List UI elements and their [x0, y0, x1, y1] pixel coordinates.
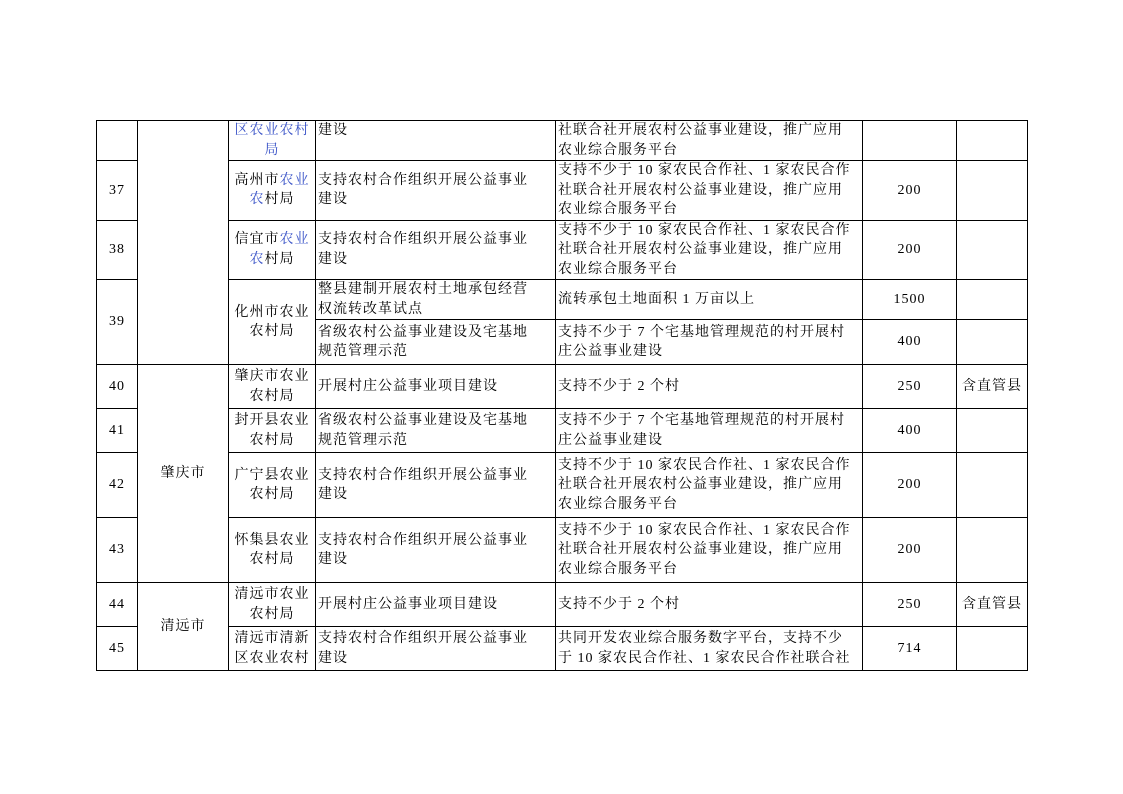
- row-number-cell: [97, 280, 138, 365]
- note-cell: [957, 280, 1028, 320]
- row-number-cell: [97, 365, 138, 409]
- table-row: [97, 583, 1028, 627]
- amount-value: 250: [897, 378, 922, 394]
- project-name: 整县建制开展农村土地承包经营 权流转改革试点: [318, 282, 528, 317]
- project-content: 支持不少于 10 家农民合作社、1 家农民合作 社联合社开展农村公益事业建设，推广应用 农业综合服务平台: [558, 457, 851, 512]
- amount-cell: [863, 161, 957, 221]
- unit-name: 清远市农业 农村局: [234, 587, 310, 622]
- amount-value: 400: [897, 334, 922, 350]
- table-row: [97, 161, 1028, 221]
- project-content: 流转承包土地面积 1 万亩以上: [558, 291, 755, 307]
- row-number: 37: [109, 182, 125, 198]
- amount-cell: [863, 453, 957, 518]
- amount-cell: [863, 280, 957, 320]
- note-cell: [957, 409, 1028, 453]
- row-number-cell: [97, 518, 138, 583]
- amount-cell: [863, 583, 957, 627]
- unit-cell: [229, 280, 316, 365]
- city-cell: [138, 365, 229, 583]
- unit-cell: [229, 161, 316, 221]
- note-cell: [957, 220, 1028, 280]
- table-row: [97, 121, 1028, 161]
- row-number-cell: [97, 453, 138, 518]
- amount-value: 250: [897, 596, 922, 612]
- amount-value: 200: [897, 182, 922, 198]
- project-content: 支持不少于 10 家农民合作社、1 家农民合作 社联合社开展农村公益事业建设，推广应用 农业综合服务平台: [558, 222, 851, 277]
- content-cell: [556, 220, 863, 280]
- unit-name: 怀集县农业 农村局: [234, 532, 310, 567]
- table-row: [97, 409, 1028, 453]
- unit-name-part: 信宜市: [234, 232, 280, 248]
- project-content: 支持不少于 2 个村: [558, 596, 680, 612]
- unit-name: 清远市清新 区农业农村: [234, 631, 310, 666]
- row-number-cell: [97, 583, 138, 627]
- amount-cell: [863, 220, 957, 280]
- row-number-cell: [97, 220, 138, 280]
- content-cell: [556, 409, 863, 453]
- project-name: 支持农村合作组织开展公益事业 建设: [318, 232, 528, 267]
- content-cell: [556, 161, 863, 221]
- city-name: 清远市: [160, 618, 206, 634]
- unit-name: [231, 230, 313, 269]
- row-number: 43: [109, 542, 125, 558]
- unit-name: 肇庆市农业 农村局: [234, 369, 310, 404]
- project-cell: [316, 161, 556, 221]
- note-text: 含直管县: [962, 596, 1022, 612]
- amount-value: 200: [897, 542, 922, 558]
- project-cell: [316, 220, 556, 280]
- amount-cell: [863, 627, 957, 671]
- project-name: 支持农村合作组织开展公益事业 建设: [318, 467, 528, 502]
- unit-name: [231, 171, 313, 210]
- note-cell: [957, 365, 1028, 409]
- project-cell: [316, 583, 556, 627]
- city-name: 肇庆市: [160, 465, 206, 481]
- content-cell: [556, 453, 863, 518]
- project-name: 开展村庄公益事业项目建设: [318, 596, 498, 612]
- project-cell: [316, 409, 556, 453]
- project-name: 支持农村合作组织开展公益事业 建设: [318, 532, 528, 567]
- unit-name: 广宁县农业 农村局: [234, 467, 310, 502]
- table-body: [97, 121, 1028, 671]
- unit-cell: [229, 220, 316, 280]
- table-row: [97, 280, 1028, 320]
- row-number-cell: [97, 627, 138, 671]
- city-cell: [138, 583, 229, 671]
- amount-cell: [863, 409, 957, 453]
- project-cell: [316, 518, 556, 583]
- unit-name-highlight: 农业 农: [249, 232, 310, 267]
- row-number: 44: [109, 596, 125, 612]
- project-content: 支持不少于 7 个宅基地管理规范的村开展村 庄公益事业建设: [558, 324, 845, 359]
- unit-cell: [229, 453, 316, 518]
- row-number: 41: [109, 422, 125, 438]
- unit-cell: [229, 583, 316, 627]
- row-number-cell: [97, 161, 138, 221]
- note-cell: [957, 453, 1028, 518]
- content-cell: [556, 518, 863, 583]
- row-number: 42: [109, 477, 125, 493]
- project-cell: [316, 453, 556, 518]
- unit-name: 区农业农村 局: [234, 123, 310, 158]
- content-cell: [556, 280, 863, 320]
- amount-cell: [863, 121, 957, 161]
- table-row: [97, 518, 1028, 583]
- unit-cell: [229, 121, 316, 161]
- row-number: 38: [109, 242, 125, 257]
- note-text: 含直管县: [962, 378, 1022, 394]
- project-cell: [316, 280, 556, 320]
- unit-name: 封开县农业 农村局: [234, 413, 310, 448]
- unit-cell: [229, 409, 316, 453]
- content-cell: [556, 121, 863, 161]
- table-row: [97, 365, 1028, 409]
- project-name: 省级农村公益事业建设及宅基地 规范管理示范: [318, 413, 528, 448]
- row-number: 45: [109, 640, 125, 656]
- project-name: 省级农村公益事业建设及宅基地 规范管理示范: [318, 324, 528, 359]
- content-cell: [556, 320, 863, 365]
- amount-value: 400: [897, 422, 922, 438]
- amount-value: 714: [897, 640, 922, 656]
- table-row: [97, 627, 1028, 671]
- project-cell: [316, 320, 556, 365]
- project-name: 开展村庄公益事业项目建设: [318, 378, 498, 394]
- amount-value: 200: [897, 242, 922, 257]
- unit-name-part: 高州市: [234, 172, 280, 188]
- unit-cell: [229, 627, 316, 671]
- row-number: 40: [109, 378, 125, 394]
- note-cell: [957, 518, 1028, 583]
- content-cell: [556, 583, 863, 627]
- project-content: 支持不少于 2 个村: [558, 378, 680, 394]
- unit-name-part: 村局: [264, 192, 295, 208]
- note-cell: [957, 161, 1028, 221]
- amount-value: 200: [897, 477, 922, 493]
- project-table: [96, 120, 1028, 671]
- project-content: 支持不少于 7 个宅基地管理规范的村开展村 庄公益事业建设: [558, 413, 845, 448]
- unit-cell: [229, 518, 316, 583]
- amount-cell: [863, 518, 957, 583]
- unit-cell: [229, 365, 316, 409]
- row-number-cell: [97, 409, 138, 453]
- content-cell: [556, 365, 863, 409]
- project-cell: [316, 365, 556, 409]
- note-cell: [957, 583, 1028, 627]
- content-cell: [556, 627, 863, 671]
- project-content: 支持不少于 10 家农民合作社、1 家农民合作 社联合社开展农村公益事业建设，推广应用 农业综合服务平台: [558, 522, 851, 577]
- project-name: 支持农村合作组织开展公益事业 建设: [318, 172, 528, 208]
- table-row: [97, 453, 1028, 518]
- project-content: 支持不少于 10 家农民合作社、1 家农民合作 社联合社开展农村公益事业建设，推广应用 农业综合服务平台: [558, 163, 851, 217]
- project-content: 社联合社开展农村公益事业建设，推广应用 农业综合服务平台: [558, 123, 843, 158]
- row-number-cell: [97, 121, 138, 161]
- project-name: 支持农村合作组织开展公益事业 建设: [318, 631, 528, 666]
- note-cell: [957, 320, 1028, 365]
- amount-cell: [863, 320, 957, 365]
- note-cell: [957, 627, 1028, 671]
- table-row: [97, 220, 1028, 280]
- unit-name-highlight: 农业 农: [249, 172, 310, 208]
- project-content: 共同开发农业综合服务数字平台，支持不少 于 10 家农民合作社、1 家农民合作社联合社: [558, 631, 851, 666]
- project-name: 建设: [318, 123, 348, 138]
- row-number: 39: [109, 314, 125, 330]
- unit-name-part: 村局: [264, 251, 295, 267]
- amount-value: 1500: [893, 291, 926, 307]
- project-cell: [316, 627, 556, 671]
- unit-name: 化州市农业 农村局: [234, 304, 310, 339]
- project-cell: [316, 121, 556, 161]
- amount-cell: [863, 365, 957, 409]
- city-cell: [138, 121, 229, 365]
- note-cell: [957, 121, 1028, 161]
